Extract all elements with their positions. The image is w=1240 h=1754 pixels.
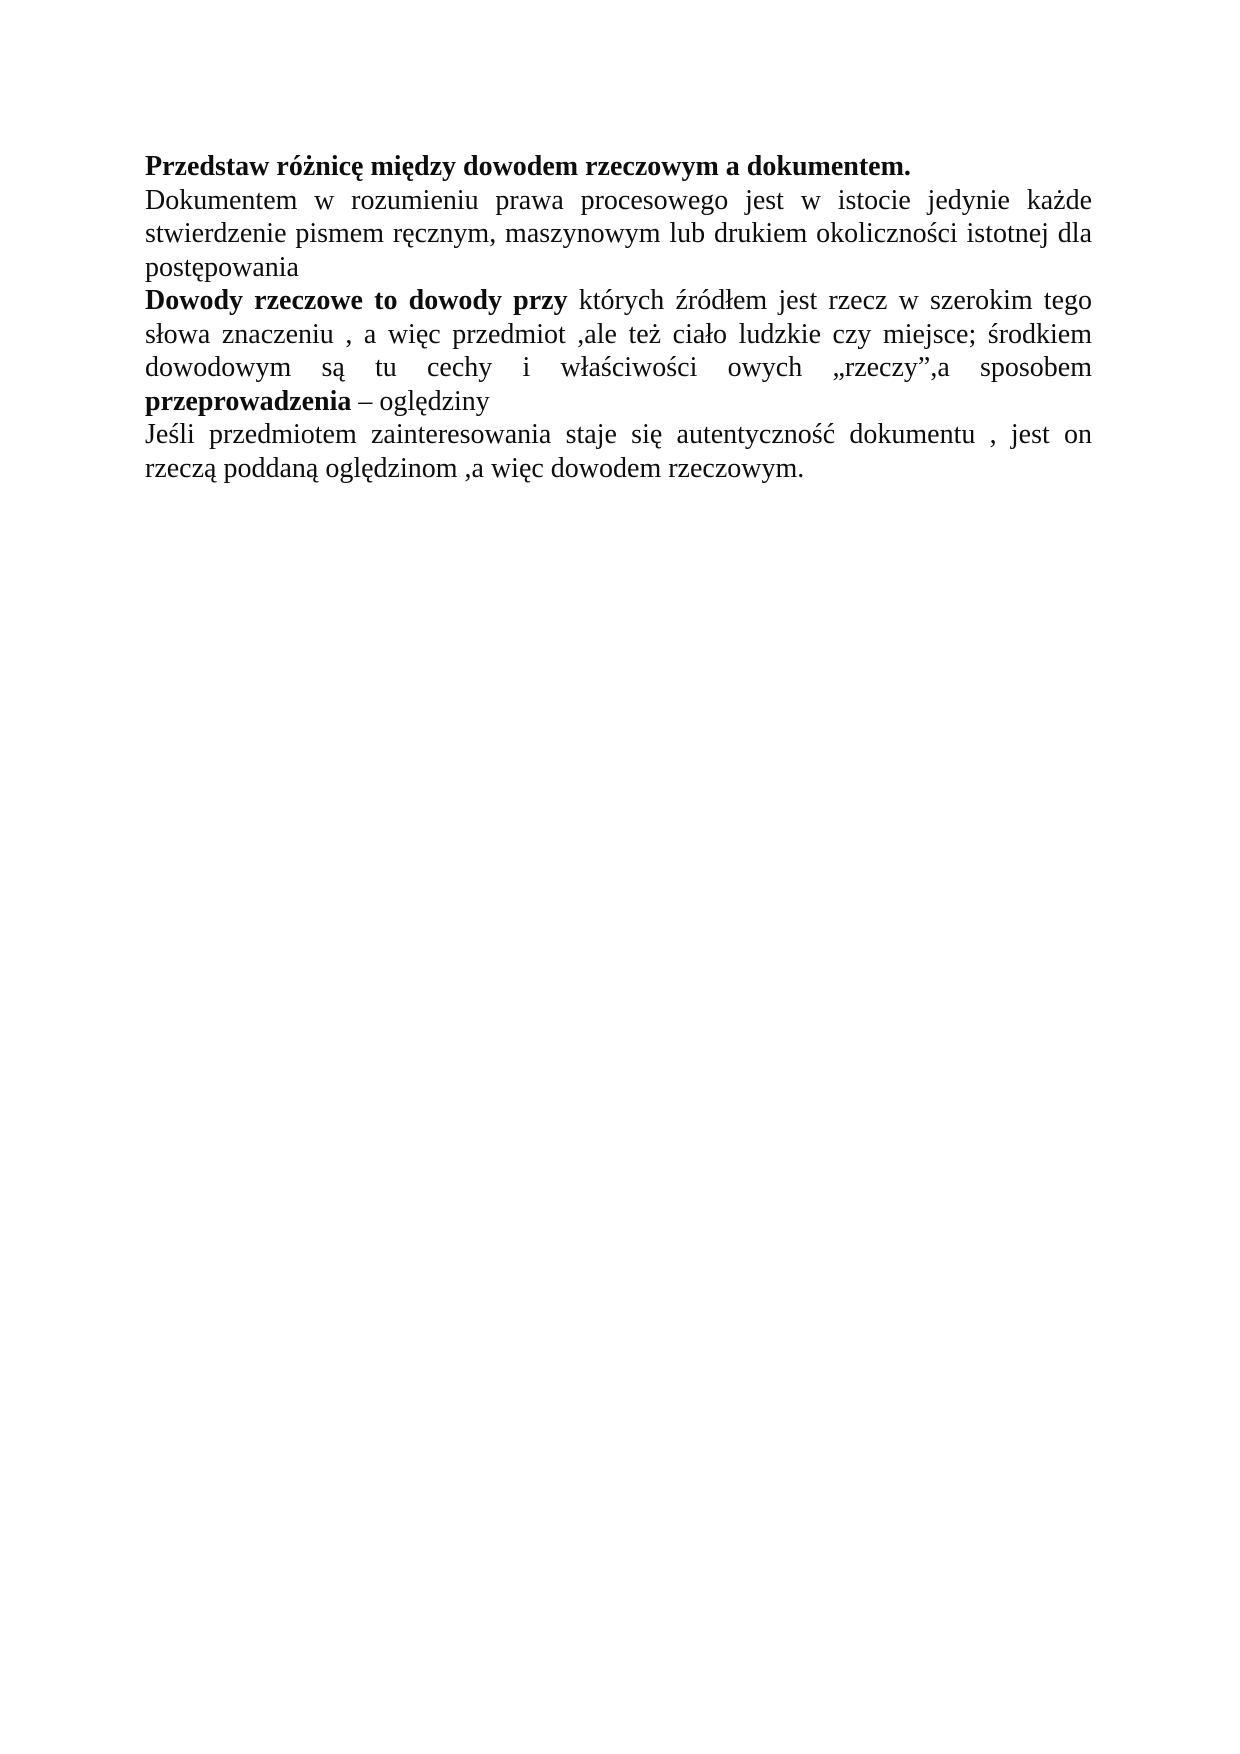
paragraph-2	[145, 284, 1092, 418]
paragraph-1	[145, 184, 1092, 285]
paragraph-3	[145, 418, 1092, 485]
text-segment: których źródłem jest rzecz w szerokim tego słowa znaczeniu , a więc przedmiot ,ale też ciało ludzkie czy miejsce; środkiem dowodowym są tu cechy i właściwości owych „rzeczy”,a sposobem	[145, 285, 1093, 383]
document-heading: Przedstaw różnicę między dowodem rzeczowym a dokumentem.	[145, 151, 911, 182]
text-segment: Dowody rzeczowe to dowody przy	[145, 285, 568, 316]
text-segment: – oględziny	[351, 385, 490, 417]
text-segment: Dokumentem w rozumieniu prawa procesowego jest w istocie jedynie każde stwierdzenie pismem ręcznym, maszynowym lub drukiem okoliczności istotnej dla postępowania	[145, 184, 1092, 283]
text-segment: Jeśli przedmiotem zainteresowania staje się autentyczność dokumentu , jest on rzeczą poddaną oględzinom ,a więc dowodem rzeczowym.	[145, 419, 1092, 484]
text-segment: przeprowadzenia	[145, 385, 352, 417]
document-body	[145, 184, 1092, 486]
